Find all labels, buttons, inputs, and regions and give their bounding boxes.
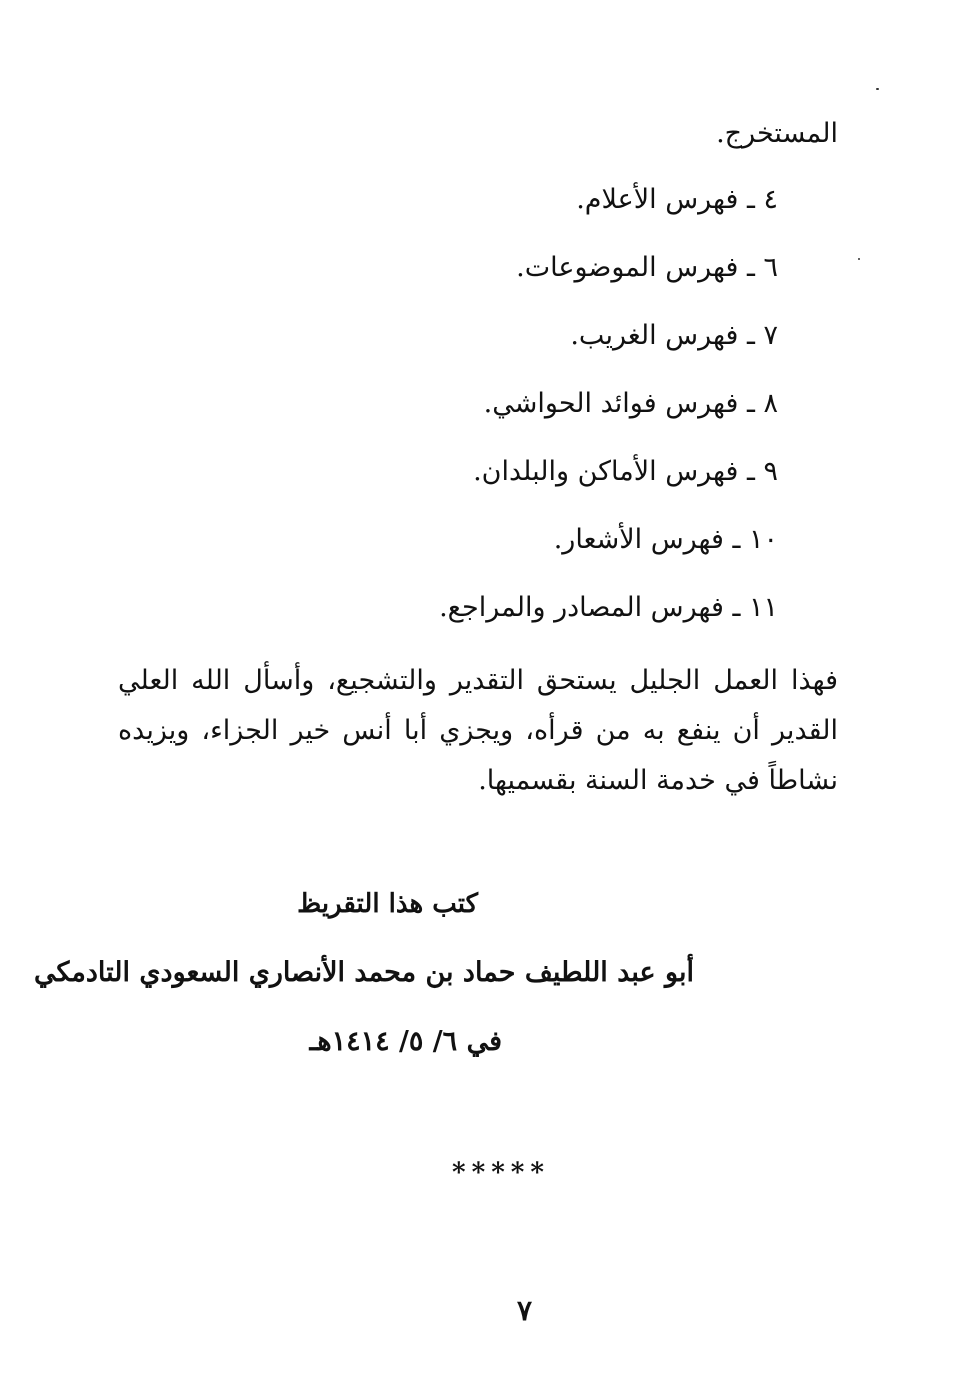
list-item: ٤ ـ فهرس الأعلام. xyxy=(576,184,778,215)
scan-speck xyxy=(858,258,860,260)
closing-paragraph: فهذا العمل الجليل يستحق التقدير والتشجيع، وأسأل الله العلي القدير أن ينفع به من قرأه، ويجزي أبا أنس خير الجزاء، ويزيده نشاطاً في خدمة السنة بقسميها. xyxy=(118,665,838,796)
list-item: ٩ ـ فهرس الأماكن والبلدان. xyxy=(473,456,778,487)
scan-speck xyxy=(876,88,879,90)
section-separator: ***** xyxy=(452,1158,550,1188)
signature-date: في ٦/ ٥/ ١٤١٤هـ xyxy=(309,1026,502,1057)
signature-heading: كتب هذا التقريظ xyxy=(297,889,478,919)
list-item: ١٠ ـ فهرس الأشعار. xyxy=(553,524,778,555)
list-item: ٧ ـ فهرس الغريب. xyxy=(570,320,778,351)
list-item: ١١ ـ فهرس المصادر والمراجع. xyxy=(439,592,778,623)
list-item: ٨ ـ فهرس فوائد الحواشي. xyxy=(483,388,778,419)
list-item: ٦ ـ فهرس الموضوعات. xyxy=(516,252,778,283)
continuation-line: المستخرج. xyxy=(716,118,838,149)
signature-author: أبو عبد اللطيف حماد بن محمد الأنصاري السعودي التادمكي xyxy=(34,957,694,988)
page-number: ٧ xyxy=(516,1294,532,1327)
